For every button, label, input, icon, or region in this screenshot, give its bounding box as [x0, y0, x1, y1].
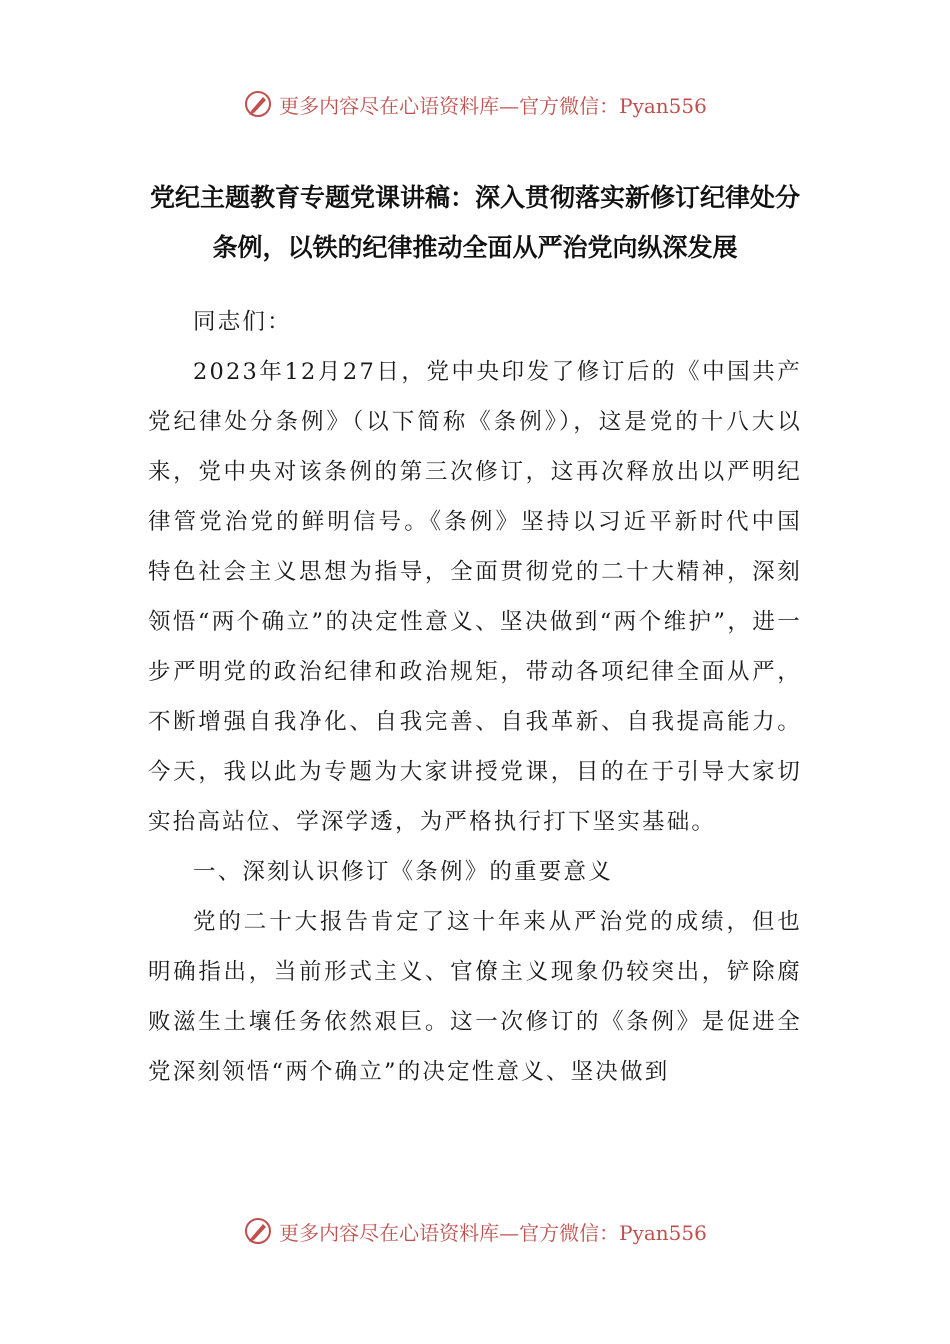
paragraph: 党的二十大报告肯定了这十年来从严治党的成绩，但也明确指出，当前形式主义、官僚主义现象仍较突出，铲除腐败滋生土壤任务依然艰巨。这一次修订的《条例》是促进全党深刻领悟“两个确立”的决定性意义、坚决做到 [148, 909, 802, 1085]
banner-text: 更多内容尽在心语资料库—官方微信：Pyan556 [279, 1220, 707, 1245]
salutation: 同志们： [193, 309, 292, 335]
header-banner [0, 84, 950, 124]
document-body [148, 297, 802, 1097]
document-title: 党纪主题教育专题党课讲稿：深入贯彻落实新修订纪律处分条例，以铁的纪律推动全面从严治党向纵深发展 [149, 183, 800, 262]
pen-circle-icon [243, 1216, 273, 1246]
pen-circle-icon [243, 89, 273, 119]
footer-banner [0, 1211, 950, 1251]
banner-text: 更多内容尽在心语资料库—官方微信：Pyan556 [279, 93, 707, 118]
paragraph: 2023年12月27日，党中央印发了修订后的《中国共产党纪律处分条例》（以下简称《条例》），这是党的十八大以来，党中央对该条例的第三次修订，这再次释放出以严明纪律管党治党的鲜明信号。《条例》坚持以习近平新时代中国特色社会主义思想为指导，全面贯彻党的二十大精神，深刻领悟“两个确立”的决定性意义、坚决做到“两个维护”，进一步严明党的政治纪律和政治规矩，带动各项纪律全面从严，不断增强自我净化、自我完善、自我革新、自我提高能力。今天，我以此为专题为大家讲授党课，目的在于引导大家切实抬高站位、学深学透，为严格执行打下坚实基础。 [148, 359, 802, 835]
section-heading: 一、深刻认识修订《条例》的重要意义 [193, 859, 613, 885]
